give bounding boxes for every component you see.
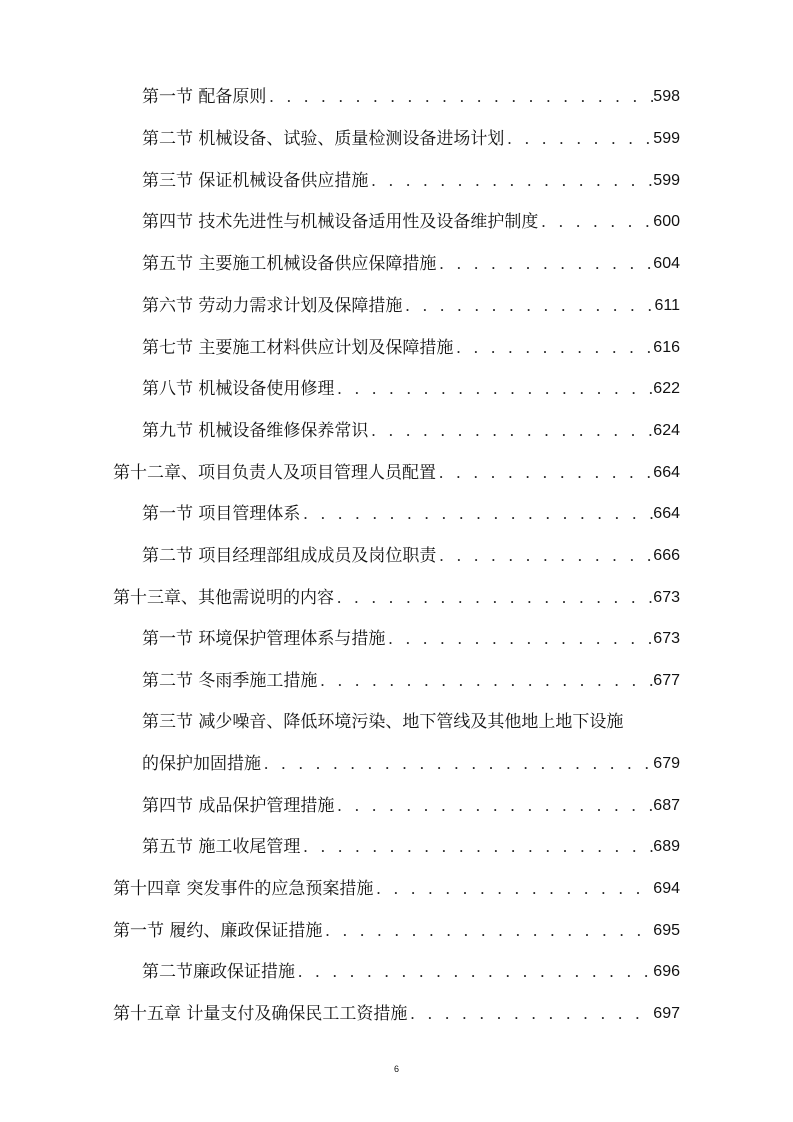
toc-entry-title: 第五节 主要施工机械设备供应保障措施 xyxy=(142,254,437,274)
toc-entry-title: 第七节 主要施工材料供应计划及保障措施 xyxy=(142,338,454,358)
dot-leader xyxy=(402,295,654,317)
toc-entry-title: 第一节 履约、廉政保证措施 xyxy=(113,921,323,941)
toc-entry[interactable] xyxy=(0,664,680,692)
toc-entry-title: 第三节 减少噪音、降低环境污染、地下管线及其他地上地下设施 xyxy=(142,712,624,732)
toc-entry-title: 第一节 环境保护管理体系与措施 xyxy=(142,629,386,649)
toc-entry[interactable] xyxy=(0,497,680,525)
dot-leader xyxy=(453,337,653,359)
dot-leader xyxy=(504,128,653,150)
dot-leader xyxy=(436,462,653,484)
toc-entry[interactable] xyxy=(0,122,680,150)
toc-entry-page: 624 xyxy=(653,422,680,439)
toc-entry-page: 695 xyxy=(653,922,680,939)
dot-leader xyxy=(322,920,653,942)
toc-entry-page: 599 xyxy=(653,130,680,147)
toc-entry[interactable] xyxy=(0,914,680,942)
toc-chapter-entry[interactable] xyxy=(0,581,680,609)
dot-leader xyxy=(334,795,653,817)
dot-leader xyxy=(334,378,653,400)
toc-entry-page: 666 xyxy=(653,547,680,564)
toc-entry-page: 599 xyxy=(653,172,680,189)
dot-leader xyxy=(317,670,653,692)
toc-entry[interactable] xyxy=(0,539,680,567)
dot-leader xyxy=(436,253,653,275)
toc-entry[interactable] xyxy=(0,205,680,233)
toc-entry-title: 第九节 机械设备维修保养常识 xyxy=(142,421,369,441)
toc-entry-page: 673 xyxy=(653,589,680,606)
toc-entry-title: 第十四章 突发事件的应急预案措施 xyxy=(113,879,374,899)
toc-entry-title: 第十五章 计量支付及确保民工工资措施 xyxy=(113,1004,408,1024)
dot-leader xyxy=(385,628,653,650)
dot-leader xyxy=(373,878,653,900)
toc-entry-page: 616 xyxy=(653,339,680,356)
toc-entry[interactable] xyxy=(0,622,680,650)
toc-entry-title: 第一节 项目管理体系 xyxy=(142,504,301,524)
toc-entry-page: 664 xyxy=(653,464,680,481)
toc-entry[interactable] xyxy=(0,955,680,983)
toc-entry[interactable] xyxy=(0,747,680,775)
toc-entry-title: 第四节 技术先进性与机械设备适用性及设备维护制度 xyxy=(142,212,539,232)
toc-entry-page: 664 xyxy=(653,505,680,522)
toc-entry-page: 598 xyxy=(653,88,680,105)
toc-chapter-entry[interactable] xyxy=(0,456,680,484)
toc-entry-title: 第十二章、项目负责人及项目管理人员配置 xyxy=(113,463,436,483)
toc-entry-title-line1[interactable] xyxy=(0,705,680,733)
toc-entry-title: 第二节 冬雨季施工措施 xyxy=(142,671,318,691)
toc-entry[interactable] xyxy=(0,372,680,400)
dot-leader xyxy=(300,503,653,525)
toc-entry[interactable] xyxy=(0,830,680,858)
toc-entry[interactable] xyxy=(0,289,680,317)
dot-leader xyxy=(334,587,653,609)
toc-entry-title: 第四节 成品保护管理措施 xyxy=(142,796,335,816)
dot-leader xyxy=(368,420,653,442)
toc-entry-title: 第八节 机械设备使用修理 xyxy=(142,379,335,399)
toc-entry-page: 694 xyxy=(653,880,680,897)
toc-entry-page: 673 xyxy=(653,630,680,647)
toc-entry-page: 677 xyxy=(653,672,680,689)
toc-entry-page: 689 xyxy=(653,838,680,855)
dot-leader xyxy=(300,836,653,858)
toc-entry[interactable] xyxy=(0,789,680,817)
page-number: 6 xyxy=(393,1064,399,1074)
toc-entry-title: 第二节 项目经理部组成成员及岗位职责 xyxy=(142,546,437,566)
toc-chapter-entry[interactable] xyxy=(0,997,680,1025)
toc-chapter-entry[interactable] xyxy=(0,872,680,900)
toc-entry[interactable] xyxy=(0,331,680,359)
toc-entry-page: 600 xyxy=(653,213,680,230)
toc-entry-title: 第二节 机械设备、试验、质量检测设备进场计划 xyxy=(142,129,505,149)
toc-entry[interactable] xyxy=(0,414,680,442)
toc-entry[interactable] xyxy=(0,80,680,108)
toc-entry-page: 604 xyxy=(653,255,680,272)
dot-leader xyxy=(368,170,653,192)
toc-entry-title: 第五节 施工收尾管理 xyxy=(142,837,301,857)
dot-leader xyxy=(407,1003,653,1025)
toc-entry[interactable] xyxy=(0,247,680,275)
dot-leader xyxy=(261,753,653,775)
toc-entry-title: 第六节 劳动力需求计划及保障措施 xyxy=(142,296,403,316)
toc-entry-title: 第三节 保证机械设备供应措施 xyxy=(142,171,369,191)
toc-entry[interactable] xyxy=(0,164,680,192)
toc-entry-title: 第一节 配备原则 xyxy=(142,87,267,107)
toc-entry-page: 697 xyxy=(653,1005,680,1022)
toc-entry-title: 第十三章、其他需说明的内容 xyxy=(113,588,334,608)
toc-entry-page: 622 xyxy=(653,380,680,397)
toc-entry-page: 679 xyxy=(653,755,680,772)
toc-entry-page: 611 xyxy=(654,297,680,314)
dot-leader xyxy=(266,86,653,108)
toc-entry-title: 第二节廉政保证措施 xyxy=(142,962,295,982)
toc-entry-title: 的保护加固措施 xyxy=(142,754,261,774)
dot-leader xyxy=(538,211,653,233)
dot-leader xyxy=(295,961,653,983)
toc-entry-page: 696 xyxy=(653,963,680,980)
dot-leader xyxy=(436,545,653,567)
toc-entry-page: 687 xyxy=(653,797,680,814)
